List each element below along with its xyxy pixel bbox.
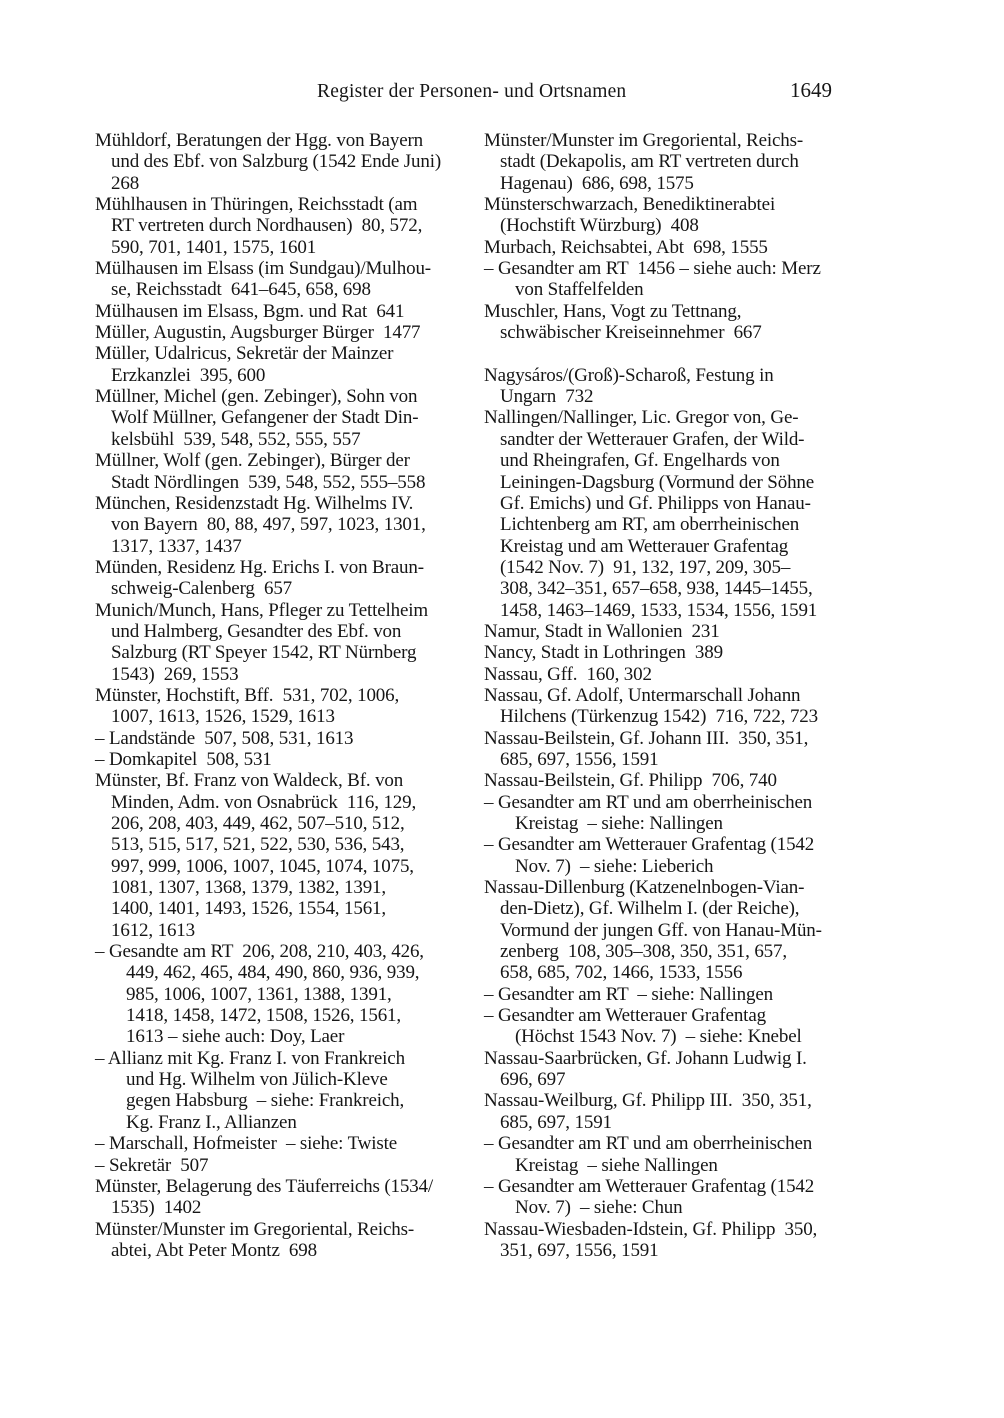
- index-line: Münster, Bf. Franz von Waldeck, Bf. von: [95, 770, 404, 792]
- index-line: 1612, 1613: [111, 919, 196, 941]
- index-line: 685, 697, 1591: [500, 1111, 612, 1133]
- index-line: Müllner, Michel (gen. Zebinger), Sohn von: [95, 386, 418, 408]
- index-line: Nov. 7) – siehe: Lieberich: [515, 855, 714, 877]
- index-line: 1418, 1458, 1472, 1508, 1526, 1561,: [126, 1005, 402, 1027]
- index-line: Mülhausen im Elsass (im Sundgau)/Mulhou-: [95, 258, 431, 280]
- index-line: 268: [111, 172, 140, 194]
- running-header: [0, 80, 1004, 104]
- index-line: Müller, Udalricus, Sekretär der Mainzer: [95, 343, 394, 365]
- index-line: schwäbischer Kreiseinnehmer 667: [500, 322, 762, 344]
- index-line: 1400, 1401, 1493, 1526, 1554, 1561,: [111, 898, 387, 920]
- index-line: Kreistag – siehe Nallingen: [515, 1154, 718, 1176]
- index-line: Münsterschwarzach, Benediktinerabtei: [484, 194, 776, 216]
- index-line: 1458, 1463–1469, 1533, 1534, 1556, 1591: [500, 599, 818, 621]
- index-line: 513, 515, 517, 521, 522, 530, 536, 543,: [111, 834, 405, 856]
- index-line: von Staffelfelden: [515, 279, 644, 301]
- index-line: 449, 462, 465, 484, 490, 860, 936, 939,: [126, 962, 420, 984]
- index-line: (Höchst 1543 Nov. 7) – siehe: Knebel: [515, 1026, 802, 1048]
- index-line: – Gesandte am RT 206, 208, 210, 403, 426,: [95, 941, 424, 963]
- index-line: stadt (Dekapolis, am RT vertreten durch: [500, 151, 799, 173]
- index-line: – Gesandter am RT – siehe: Nallingen: [484, 983, 773, 1005]
- index-column-left: [95, 130, 477, 1261]
- index-line: – Sekretär 507: [95, 1154, 209, 1176]
- index-line: 1007, 1613, 1526, 1529, 1613: [111, 706, 335, 728]
- index-line: – Gesandter am RT 1456 – siehe auch: Merz: [484, 258, 821, 280]
- index-line: Münster, Belagerung des Täuferreichs (1534/: [95, 1175, 434, 1197]
- index-line: – Gesandter am Wetterauer Grafentag (1542: [484, 834, 815, 856]
- index-line: (Hochstift Würzburg) 408: [500, 215, 699, 237]
- index-line: Mülhausen im Elsass, Bgm. und Rat 641: [95, 300, 405, 322]
- index-line: 685, 697, 1556, 1591: [500, 748, 659, 770]
- index-line: 206, 208, 403, 449, 462, 507–510, 512,: [111, 813, 405, 834]
- index-line: – Domkapitel 508, 531: [95, 748, 272, 770]
- index-line: und des Ebf. von Salzburg (1542 Ende Juni): [111, 151, 442, 173]
- index-line: Salzburg (RT Speyer 1542, RT Nürnberg: [111, 642, 417, 664]
- index-line: und Hg. Wilhelm von Jülich-Kleve: [126, 1069, 388, 1091]
- index-line: Nallingen/Nallinger, Lic. Gregor von, Ge-: [484, 407, 799, 429]
- index-line: Münden, Residenz Hg. Erichs I. von Braun-: [95, 556, 424, 578]
- index-line: 658, 685, 702, 1466, 1533, 1556: [500, 962, 743, 984]
- index-line: zenberg 108, 305–308, 350, 351, 657,: [500, 941, 787, 963]
- index-line: Gf. Emichs) und Gf. Philipps von Hanau-: [500, 492, 811, 514]
- index-line: Muschler, Hans, Vogt zu Tettnang,: [484, 300, 742, 322]
- index-line: Hilchens (Türkenzug 1542) 716, 722, 723: [500, 706, 818, 728]
- index-line: Nassau-Dillenburg (Katzenelnbogen-Vian-: [484, 877, 805, 899]
- index-line: Kreistag und am Wetterauer Grafentag: [500, 535, 789, 557]
- index-line: Nassau-Wiesbaden-Idstein, Gf. Philipp 350,: [484, 1218, 818, 1240]
- index-line: – Gesandter am RT und am oberrheinischen: [484, 1133, 813, 1155]
- index-line: kelsbühl 539, 548, 552, 555, 557: [111, 428, 361, 450]
- index-line: Hagenau) 686, 698, 1575: [500, 172, 694, 194]
- index-line: Leiningen-Dagsburg (Vormund der Söhne: [500, 471, 815, 493]
- index-line: (1542 Nov. 7) 91, 132, 197, 209, 305–: [500, 556, 791, 578]
- index-line: und Halmberg, Gesandter des Ebf. von: [111, 620, 402, 642]
- index-line: Nassau-Saarbrücken, Gf. Johann Ludwig I.: [484, 1047, 807, 1069]
- index-line: Lichtenberg am RT, am oberrheinischen: [500, 514, 800, 536]
- page-number: 1649: [790, 78, 832, 102]
- index-line: 351, 697, 1556, 1591: [500, 1239, 659, 1261]
- section-gap: [484, 343, 868, 364]
- index-line: – Gesandter am Wetterauer Grafentag: [484, 1005, 766, 1027]
- index-line: 1317, 1337, 1437: [111, 535, 242, 557]
- index-line: von Bayern 80, 88, 497, 597, 1023, 1301,: [111, 514, 426, 536]
- index-line: 985, 1006, 1007, 1361, 1388, 1391,: [126, 983, 392, 1005]
- index-line: Vormund der jungen Gff. von Hanau-Mün-: [500, 919, 822, 941]
- index-line: 1535) 1402: [111, 1197, 202, 1219]
- index-line: Nagysáros/(Groß)-Scharoß, Festung in: [484, 364, 774, 386]
- index-line: 696, 697: [500, 1069, 566, 1091]
- index-line: schweig-Calenberg 657: [111, 578, 293, 600]
- index-line: München, Residenzstadt Hg. Wilhelms IV.: [95, 492, 414, 514]
- index-line: Nassau, Gf. Adolf, Untermarschall Johann: [484, 684, 801, 706]
- index-line: 1081, 1307, 1368, 1379, 1382, 1391,: [111, 877, 387, 899]
- index-line: Kg. Franz I., Allianzen: [126, 1111, 297, 1133]
- index-line: 1613 – siehe auch: Doy, Laer: [126, 1026, 345, 1048]
- index-line: Nassau-Beilstein, Gf. Johann III. 350, 351,: [484, 727, 809, 749]
- index-line: Namur, Stadt in Wallonien 231: [484, 620, 720, 642]
- index-line: 590, 701, 1401, 1575, 1601: [111, 236, 317, 258]
- index-line: 997, 999, 1006, 1007, 1045, 1074, 1075,: [111, 855, 414, 877]
- index-line: Kreistag – siehe: Nallingen: [515, 813, 723, 834]
- index-line: – Allianz mit Kg. Franz I. von Frankreich: [95, 1047, 405, 1069]
- index-line: Ungarn 732: [500, 386, 594, 408]
- index-line: Müllner, Wolf (gen. Zebinger), Bürger der: [95, 450, 410, 472]
- index-line: 308, 342–351, 657–658, 938, 1445–1455,: [500, 578, 813, 600]
- index-line: – Marschall, Hofmeister – siehe: Twiste: [95, 1133, 398, 1155]
- index-line: Mühldorf, Beratungen der Hgg. von Bayern: [95, 130, 424, 151]
- index-line: RT vertreten durch Nordhausen) 80, 572,: [111, 215, 423, 237]
- index-line: Nassau-Weilburg, Gf. Philipp III. 350, 351,: [484, 1090, 812, 1112]
- index-line: Murbach, Reichsabtei, Abt 698, 1555: [484, 236, 768, 258]
- index-line: Erzkanzlei 395, 600: [111, 364, 266, 386]
- index-line: abtei, Abt Peter Montz 698: [111, 1239, 317, 1261]
- index-line: Wolf Müllner, Gefangener der Stadt Din-: [111, 407, 419, 429]
- index-line: Munich/Munch, Hans, Pfleger zu Tettelheim: [95, 599, 429, 621]
- index-line: Nassau-Beilstein, Gf. Philipp 706, 740: [484, 770, 777, 792]
- index-line: Münster/Munster im Gregoriental, Reichs-: [484, 130, 804, 151]
- index-line: – Landstände 507, 508, 531, 1613: [95, 727, 354, 749]
- index-line: Nov. 7) – siehe: Chun: [515, 1197, 683, 1219]
- index-line: – Gesandter am RT und am oberrheinischen: [484, 791, 813, 813]
- index-line: Nancy, Stadt in Lothringen 389: [484, 642, 723, 664]
- index-line: sandter der Wetterauer Grafen, der Wild-: [500, 428, 805, 450]
- index-line: Stadt Nördlingen 539, 548, 552, 555–558: [111, 471, 426, 493]
- index-line: – Gesandter am Wetterauer Grafentag (1542: [484, 1175, 815, 1197]
- index-line: gegen Habsburg – siehe: Frankreich,: [126, 1090, 405, 1112]
- running-header-title: Register der Personen- und Ortsnamen: [317, 81, 627, 102]
- index-line: Münster/Munster im Gregoriental, Reichs-: [95, 1218, 415, 1240]
- index-line: 1543) 269, 1553: [111, 663, 239, 685]
- index-column-right: [484, 130, 868, 1261]
- index-line: Mühlhausen in Thüringen, Reichsstadt (am: [95, 194, 418, 216]
- index-line: den-Dietz), Gf. Wilhelm I. (der Reiche),: [500, 898, 800, 920]
- index-line: Minden, Adm. von Osnabrück 116, 129,: [111, 791, 417, 813]
- index-line: Müller, Augustin, Augsburger Bürger 1477: [95, 322, 421, 344]
- index-line: Nassau, Gff. 160, 302: [484, 663, 652, 685]
- index-line: und Rheingrafen, Gf. Engelhards von: [500, 450, 780, 472]
- index-line: Münster, Hochstift, Bff. 531, 702, 1006,: [95, 684, 400, 706]
- index-line: se, Reichsstadt 641–645, 658, 698: [111, 279, 371, 301]
